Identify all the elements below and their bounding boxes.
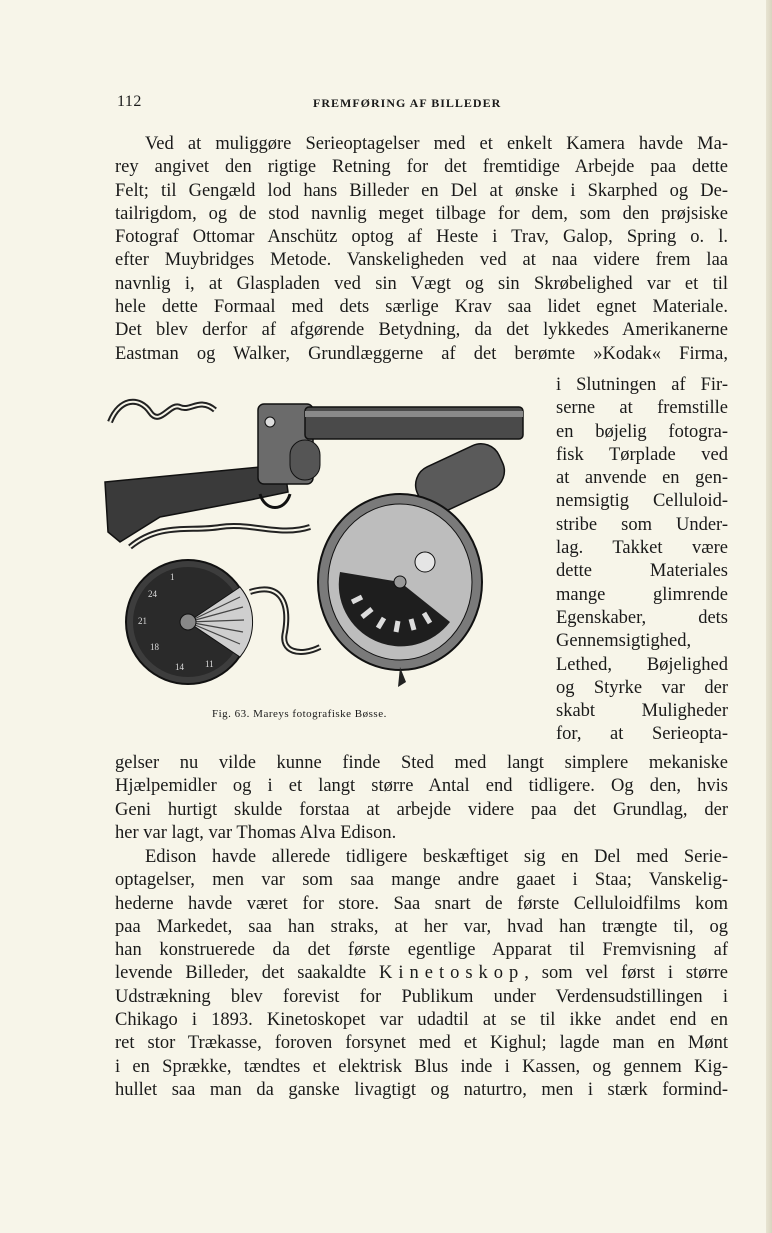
- text-line: i Slutningen af Fir-: [556, 375, 728, 395]
- text-line: dette Materiales: [556, 561, 728, 582]
- spaced-term-kinetoskop: Kinetoskop: [378, 963, 525, 984]
- text-line: Edison havde allerede tidligere beskæftiget sig en Del med Serie-: [145, 847, 728, 867]
- text-line: [115, 962, 728, 985]
- wrapped-text-column: [556, 374, 728, 747]
- text-line: ret stor Trækasse, foroven forsynet med et Kighul; lagde man en Mønt: [115, 1033, 728, 1054]
- text-line: og Styrke var der: [556, 677, 728, 698]
- text-line: Ved at muliggøre Serieoptagelser med et enkelt Kamera havde Ma-: [145, 134, 728, 154]
- text-line: Egenskaber, dets: [556, 607, 728, 628]
- svg-text:21: 21: [138, 616, 147, 626]
- svg-text:14: 14: [175, 662, 184, 672]
- text-fragment: , som vel først i større: [524, 963, 728, 984]
- svg-text:11: 11: [205, 659, 214, 669]
- text-line: skabt Muligheder: [556, 701, 728, 722]
- text-line: en bøjelig fotogra-: [556, 421, 728, 442]
- photographic-gun-illustration: [100, 392, 530, 697]
- figure-mareys-gun: [100, 392, 530, 697]
- text-line: Chikago i 1893. Kinetoskopet var udadtil at se til ikke andet end en: [115, 1010, 728, 1031]
- text-line: navnlig i, at Glaspladen ved sin Vægt og sin Skrøbelighed var et til: [115, 273, 728, 294]
- running-head: [117, 93, 727, 115]
- text-line: Lethed, Bøjelighed: [556, 654, 728, 675]
- paragraph-1: [115, 133, 728, 366]
- text-line: hullet saa man da ganske livagtigt og naturtro, men i stærk formind-: [115, 1079, 728, 1100]
- text-line: serne at fremstille: [556, 398, 728, 419]
- text-line: Fotograf Ottomar Anschütz optog af Heste i Trav, Galop, Spring o. l.: [115, 227, 728, 248]
- text-line: paa Markedet, saa han straks, at her var, hvad han trængte til, og: [115, 916, 728, 937]
- paragraph-1-continued: [115, 752, 728, 845]
- text-line: Udstrækning blev forevist for Publikum under Verdensudstillingen i: [115, 986, 728, 1007]
- text-line: fisk Tørplade ved: [556, 444, 728, 465]
- text-line: mange glimrende: [556, 584, 728, 605]
- svg-text:24: 24: [148, 589, 157, 599]
- figure-caption: Fig. 63. Mareys fotografiske Bøsse.: [212, 708, 387, 720]
- text-line: lag. Takket være: [556, 538, 728, 559]
- page-edge: [766, 0, 772, 1233]
- svg-text:18: 18: [150, 642, 159, 652]
- film-drum-icon: [126, 560, 253, 684]
- text-line: Det blev derfor af afgørende Betydning, da det lykkedes Amerikanerne: [115, 320, 728, 341]
- text-line: her var lagt, var Thomas Alva Edison.: [115, 822, 397, 843]
- text-line: hederne havde været for store. Saa snart de første Celluloidfilms kom: [115, 893, 728, 914]
- text-line: rey angivet den rigtige Retning for det fremtidige Arbejde paa dette: [115, 157, 728, 178]
- page-number: 112: [117, 93, 142, 110]
- text-line: Hjælpemidler og i et langt større Antal end tidligere. Og den, hvis: [115, 776, 728, 797]
- text-line: efter Muybridges Metode. Vanskeligheden ved at naa videre frem laa: [115, 250, 728, 271]
- text-line: stribe som Under-: [556, 514, 728, 535]
- open-camera-icon: [318, 437, 511, 687]
- text-line: Felt; til Gengæld lod hans Billeder en Del at ønske i Skarphed og De-: [115, 180, 728, 201]
- text-line: at anvende en gen-: [556, 468, 728, 489]
- text-line: nemsigtig Celluloid-: [556, 491, 728, 512]
- paragraph-2: [115, 846, 728, 1102]
- text-line: for, at Serieopta-: [556, 724, 728, 745]
- text-line: tailrigdom, og de stod navnlig meget tilbage for dem, som den prøjsiske: [115, 203, 728, 224]
- text-line: gelser nu vilde kunne finde Sted med langt simplere mekaniske: [115, 753, 728, 773]
- text-line: optagelser, men var som saa mange andre gaaet i Staa; Vanskelig-: [115, 870, 728, 891]
- text-line: Gennemsigtighed,: [556, 631, 692, 652]
- text-fragment: levende Billeder, det saakaldte: [115, 963, 379, 984]
- text-line: han konstruerede da det første egentlige Apparat til Fremvisning af: [115, 940, 728, 961]
- svg-text:1: 1: [170, 572, 175, 582]
- text-line: Geni hurtigt skulde forstaa at arbejde videre paa det Grundlag, der: [115, 799, 728, 820]
- text-line: i en Sprække, tændtes et elektrisk Blus inde i Kassen, og gennem Kig-: [115, 1056, 728, 1077]
- text-line: Eastman og Walker, Grundlæggerne af det berømte »Kodak« Firma,: [115, 343, 728, 364]
- running-title: FREMFØRING AF BILLEDER: [313, 96, 502, 110]
- text-line: hele dette Formaal med dets særlige Krav saa lidet egnet Materiale.: [115, 297, 728, 318]
